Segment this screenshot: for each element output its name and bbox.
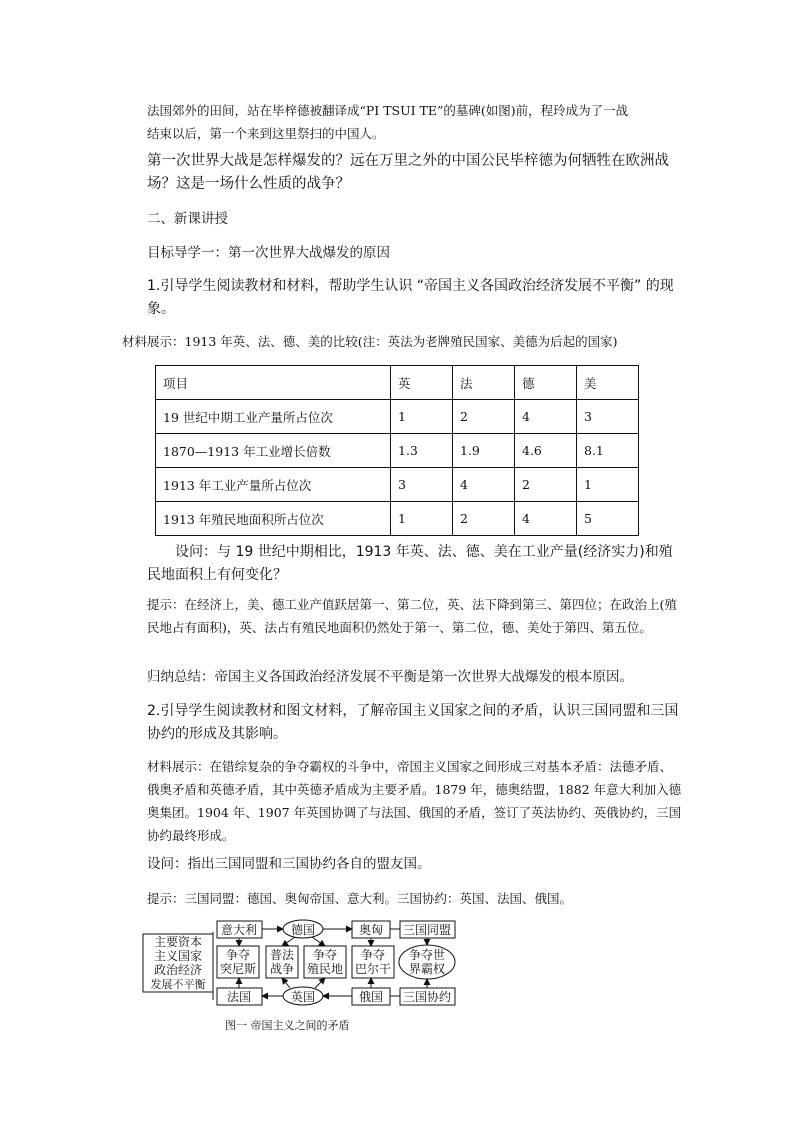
tunisia-line-1: 争夺 [225,948,251,962]
material-1: 材料展示：1913 年英、法、德、美的比较(注：英法为老牌殖民国家、美德为后起的国家) [122,334,618,349]
table-header-cell: 英 [391,366,453,400]
table-cell: 19 世纪中期工业产量所占位次 [156,400,391,434]
italy-label: 意大利 [220,923,258,937]
cause-line-1: 主要资本 [153,935,203,949]
table-cell: 1870—1913 年工业增长倍数 [156,434,391,468]
section-title: 二、新课讲授 [147,211,228,227]
table-header-row [156,366,639,400]
step-2: 2.引导学生阅读教材和图文材料，了解帝国主义国家之间的矛盾，认识三国同盟和三国协约的形成及其影响。 [147,703,679,742]
table-cell: 4.6 [515,434,577,468]
table-cell: 1 [391,502,453,536]
table-row [156,434,639,468]
hegemony-line-1: 争夺世 [408,948,446,962]
objective-1: 目标导学一：第一次世界大战爆发的原因 [147,245,390,261]
cause-line-4: 发展不平衡 [150,978,206,991]
intro-line-2: 结束以后，第一个来到这里祭扫的中国人。 [147,126,385,141]
balkans-line-1: 争夺 [360,948,386,962]
table-cell: 2 [453,502,515,536]
table-cell: 1.3 [391,434,453,468]
table-cell: 3 [391,468,453,502]
colonies-line-1: 争夺 [312,948,338,962]
hint-1: 提示：在经济上，美、德工业产值跃居第一、第二位，英、法下降到第三、第四位；在政治上(殖民地占有面积)，英、法占有殖民地面积仍然处于第一、第二位，德、美处于第四、第五位。 [147,597,677,635]
balkans-line-2: 巴尔干 [354,962,392,976]
table-cell: 4 [515,502,577,536]
table-cell: 4 [453,468,515,502]
colonies-line-2: 殖民地 [306,962,344,976]
cause-line-2: 主义国家 [153,949,203,963]
table-cell: 1913 年殖民地面积所占位次 [156,502,391,536]
table-cell: 2 [453,400,515,434]
table-cell: 4 [515,400,577,434]
intro-line-1: 法国郊外的田间，站在毕梓德被翻译成“PI TSUI TE”的墓碑(如图)前，程玲成为了一战 [147,103,629,118]
summary-1: 归纳总结：帝国主义各国政治经济发展不平衡是第一次世界大战爆发的根本原因。 [147,669,633,685]
table-cell: 1.9 [453,434,515,468]
triple-alliance-label: 三国同盟 [402,923,452,937]
table-row [156,468,639,502]
france-label: 法国 [226,990,252,1004]
question-1: 设问：与 19 世纪中期相比，1913 年英、法、德、美在工业产量(经济实力)和殖民地面积上有何变化？ [147,544,673,583]
table-cell: 1913 年工业产量所占位次 [156,468,391,502]
britain-label: 英国 [290,990,316,1004]
franco-prussian-line-2: 战争 [269,962,295,976]
table-header-cell: 美 [577,366,639,400]
tunisia-line-2: 突尼斯 [219,962,257,976]
table-cell: 5 [577,502,639,536]
hegemony-line-2: 界霸权 [408,962,446,976]
table-cell: 1 [391,400,453,434]
table-header-cell: 项目 [156,366,391,400]
triple-entente-label: 三国协约 [402,990,452,1004]
table-cell: 2 [515,468,577,502]
russia-label: 俄国 [358,990,384,1004]
diagram-caption: 图一 帝国主义之间的矛盾 [225,1019,350,1032]
hint-2: 提示：三国同盟：德国、奥匈帝国、意大利。三国协约：英国、法国、俄国。 [147,891,573,906]
question-2: 设问：指出三国同盟和三国协约各自的盟友国。 [147,856,431,872]
step-1: 1.引导学生阅读教材和材料，帮助学生认识 “帝国主义各国政治经济发展不平衡” 的现象。 [147,278,674,317]
material-2: 材料展示：在错综复杂的争夺霸权的斗争中，帝国主义国家之间形成三对基本矛盾：法德矛盾、俄奥矛盾和英德矛盾，其中英德矛盾成为主要矛盾。1879 年，德奥结盟，1882 年意大利加入德奥集团。1904 年、1907 年英国协调了与法国、俄国的矛盾，签订了英法协约、英俄协约，三国协约最终形成。 [147,759,682,843]
table-cell: 3 [577,400,639,434]
comparison-table [155,365,639,536]
table-header-cell: 德 [515,366,577,400]
table-row [156,502,639,536]
table-header-cell: 法 [453,366,515,400]
germany-label: 德国 [290,923,316,937]
cause-line-3: 政治经济 [153,963,203,977]
rivalry-diagram [140,918,470,1018]
opening-questions: 第一次世界大战是怎样爆发的？远在万里之外的中国公民毕梓德为何牺牲在欧洲战场？这是一场什么性质的战争？ [147,153,669,192]
table-cell: 8.1 [577,434,639,468]
table-cell: 1 [577,468,639,502]
austria-label: 奥匈 [358,923,384,937]
franco-prussian-line-1: 普法 [269,948,295,962]
table-row [156,400,639,434]
